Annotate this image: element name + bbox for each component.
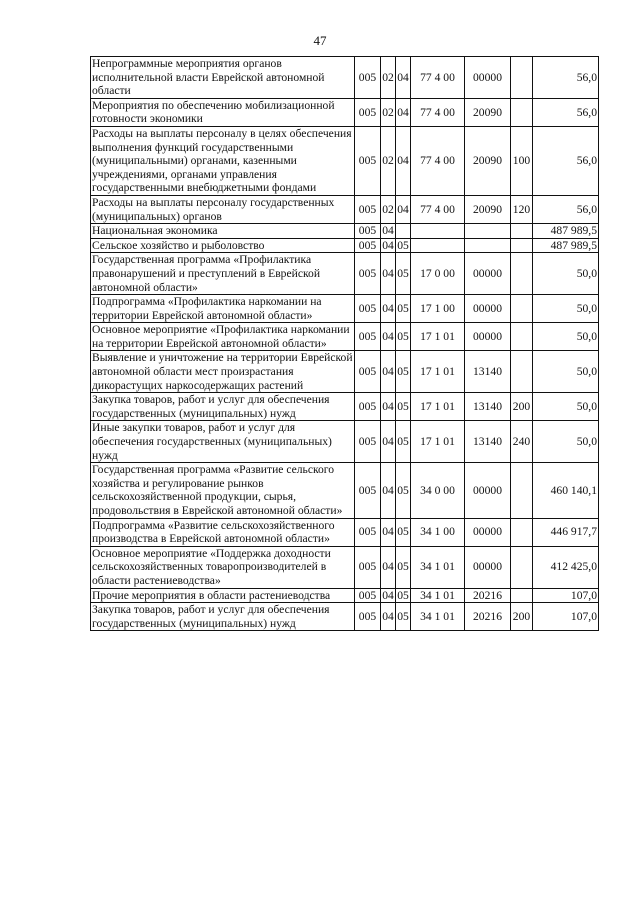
amount-cell: 50,0	[533, 351, 599, 393]
table-row	[91, 603, 599, 631]
direction-code-cell: 00000	[465, 323, 511, 351]
amount-cell: 412 425,0	[533, 546, 599, 588]
ministry-code-cell: 005	[355, 98, 381, 126]
ministry-code-cell: 005	[355, 238, 381, 253]
amount-cell: 487 989,5	[533, 224, 599, 239]
page-number: 47	[313, 33, 327, 48]
subsection-code-cell: 05	[396, 295, 411, 323]
target-article-cell: 17 1 01	[411, 351, 465, 393]
ministry-code-cell: 005	[355, 463, 381, 518]
section-code-cell: 04	[381, 518, 396, 546]
expense-type-cell	[511, 463, 533, 518]
amount-cell: 446 917,7	[533, 518, 599, 546]
section-code-cell: 04	[381, 393, 396, 421]
amount-cell: 50,0	[533, 253, 599, 295]
direction-code-cell: 13140	[465, 421, 511, 463]
target-article-cell: 34 1 01	[411, 603, 465, 631]
direction-code-cell: 20090	[465, 98, 511, 126]
ministry-code-cell: 005	[355, 546, 381, 588]
section-code-cell: 04	[381, 323, 396, 351]
ministry-code-cell: 005	[355, 603, 381, 631]
subsection-code-cell: 04	[396, 57, 411, 99]
ministry-code-cell: 005	[355, 57, 381, 99]
table-row	[91, 224, 599, 239]
table-row	[91, 98, 599, 126]
expense-type-cell	[511, 57, 533, 99]
amount-cell: 107,0	[533, 603, 599, 631]
direction-code-cell: 13140	[465, 351, 511, 393]
table-row	[91, 351, 599, 393]
subsection-code-cell: 04	[396, 126, 411, 195]
direction-code-cell: 20090	[465, 195, 511, 223]
expense-type-cell	[511, 295, 533, 323]
ministry-code-cell: 005	[355, 518, 381, 546]
target-article-cell: 34 1 00	[411, 518, 465, 546]
section-code-cell: 02	[381, 195, 396, 223]
amount-cell: 50,0	[533, 323, 599, 351]
target-article-cell: 34 1 01	[411, 588, 465, 603]
subsection-code-cell: 04	[396, 195, 411, 223]
row-name-cell: Расходы на выплаты персоналу государственных (муниципальных) органов	[91, 195, 355, 223]
expense-type-cell	[511, 546, 533, 588]
subsection-code-cell: 05	[396, 253, 411, 295]
expense-type-cell: 100	[511, 126, 533, 195]
row-name-cell: Национальная экономика	[91, 224, 355, 239]
section-code-cell: 04	[382, 238, 394, 252]
subsection-code-cell: 04	[396, 98, 411, 126]
table-row	[91, 57, 599, 99]
amount-cell: 56,0	[533, 57, 599, 99]
target-article-cell	[411, 238, 465, 253]
ministry-code-cell: 005	[355, 295, 381, 323]
row-name-cell: Основное мероприятие «Поддержка доходности сельскохозяйственных товаропроизводителей в области растениеводства»	[91, 546, 355, 588]
subsection-code-cell: 05	[397, 238, 409, 252]
ministry-code-cell: 005	[355, 224, 381, 239]
row-name-cell: Государственная программа «Профилактика правонарушений и преступлений в Еврейской автономной области»	[91, 253, 355, 295]
direction-code-cell	[465, 238, 511, 253]
expense-type-cell	[511, 224, 533, 239]
section-code-cell: 04	[382, 588, 394, 602]
ministry-code-cell: 005	[355, 393, 381, 421]
ministry-code-cell: 005	[355, 588, 381, 603]
expense-type-cell: 200	[511, 603, 533, 631]
row-name-cell: Мероприятия по обеспечению мобилизационной готовности экономики	[91, 98, 355, 126]
table-row	[91, 238, 599, 253]
expense-type-cell	[511, 351, 533, 393]
table-row	[91, 126, 599, 195]
target-article-cell: 17 1 01	[411, 393, 465, 421]
row-name-cell: Закупка товаров, работ и услуг для обеспечения государственных (муниципальных) нужд	[91, 393, 355, 421]
target-article-cell: 77 4 00	[411, 126, 465, 195]
ministry-code-cell: 005	[355, 421, 381, 463]
direction-code-cell: 00000	[465, 295, 511, 323]
direction-code-cell: 20090	[465, 126, 511, 195]
row-name-cell: Закупка товаров, работ и услуг для обеспечения государственных (муниципальных) нужд	[91, 603, 355, 631]
subsection-code-cell: 05	[396, 546, 411, 588]
direction-code-cell	[465, 224, 511, 239]
row-name-cell: Подпрограмма «Развитие сельскохозяйственного производства в Еврейской автономной области»	[91, 518, 355, 546]
amount-cell: 50,0	[533, 393, 599, 421]
expense-type-cell: 120	[511, 195, 533, 223]
amount-cell: 460 140,1	[533, 463, 599, 518]
subsection-code-cell: 05	[396, 421, 411, 463]
subsection-code-cell: 05	[396, 518, 411, 546]
subsection-code-cell: 05	[397, 588, 409, 602]
row-name-cell: Прочие мероприятия в области растениеводства	[91, 588, 355, 603]
subsection-code-cell: 05	[396, 323, 411, 351]
expense-type-cell	[511, 98, 533, 126]
amount-cell: 487 989,5	[533, 238, 599, 253]
subsection-code-cell: 05	[396, 351, 411, 393]
amount-cell: 56,0	[533, 98, 599, 126]
expense-type-cell	[511, 518, 533, 546]
row-name-cell: Сельское хозяйство и рыболовство	[91, 238, 355, 253]
section-code-cell: 04	[381, 295, 396, 323]
row-name-cell: Подпрограмма «Профилактика наркомании на территории Еврейской автономной области»	[91, 295, 355, 323]
target-article-cell: 17 0 00	[411, 253, 465, 295]
table-row	[91, 393, 599, 421]
direction-code-cell: 00000	[465, 253, 511, 295]
ministry-code-cell: 005	[355, 351, 381, 393]
row-name-cell: Расходы на выплаты персоналу в целях обеспечения выполнения функций государственными (муниципальными) органами, казенными учреждениями, органами управления государственными внебюджетными фондами	[91, 126, 355, 195]
ministry-code-cell: 005	[355, 126, 381, 195]
amount-cell: 56,0	[533, 126, 599, 195]
expense-type-cell	[511, 323, 533, 351]
amount-cell: 50,0	[533, 421, 599, 463]
direction-code-cell: 00000	[465, 546, 511, 588]
table-row	[91, 588, 599, 603]
target-article-cell	[411, 224, 465, 239]
subsection-code-cell: 05	[396, 463, 411, 518]
table-row	[91, 323, 599, 351]
row-name-cell: Иные закупки товаров, работ и услуг для обеспечения государственных (муниципальных) нужд	[91, 421, 355, 463]
target-article-cell: 77 4 00	[411, 195, 465, 223]
table-row	[91, 195, 599, 223]
expense-type-cell: 240	[511, 421, 533, 463]
expense-type-cell	[511, 253, 533, 295]
direction-code-cell: 20216	[465, 588, 511, 603]
target-article-cell: 17 1 01	[411, 323, 465, 351]
expense-type-cell	[511, 588, 533, 603]
section-code-cell: 04	[381, 463, 396, 518]
table-row	[91, 421, 599, 463]
target-article-cell: 77 4 00	[411, 57, 465, 99]
direction-code-cell: 13140	[465, 393, 511, 421]
budget-table	[90, 56, 599, 631]
section-code-cell: 04	[381, 546, 396, 588]
table-row	[91, 253, 599, 295]
subsection-code-cell	[396, 224, 411, 239]
target-article-cell: 34 0 00	[411, 463, 465, 518]
row-name-cell: Выявление и уничтожение на территории Еврейской автономной области мест произрастания дикорастущих наркосодержащих растений	[92, 351, 353, 392]
ministry-code-cell: 005	[355, 253, 381, 295]
section-code-cell: 04	[382, 224, 394, 238]
section-code-cell: 02	[381, 57, 396, 99]
table-row	[91, 463, 599, 518]
section-code-cell: 04	[381, 603, 396, 631]
target-article-cell: 77 4 00	[411, 98, 465, 126]
direction-code-cell: 00000	[465, 518, 511, 546]
ministry-code-cell: 005	[355, 195, 381, 223]
table-row	[91, 546, 599, 588]
direction-code-cell: 00000	[465, 463, 511, 518]
row-name-cell: Основное мероприятие «Профилактика наркомании на территории Еврейской автономной области»	[91, 323, 355, 351]
expense-type-cell: 200	[511, 393, 533, 421]
budget-table-body	[91, 57, 599, 631]
section-code-cell: 02	[381, 98, 396, 126]
expense-type-cell	[511, 238, 533, 253]
target-article-cell: 17 1 00	[411, 295, 465, 323]
target-article-cell: 34 1 01	[411, 546, 465, 588]
subsection-code-cell: 05	[396, 603, 411, 631]
amount-cell: 50,0	[533, 295, 599, 323]
section-code-cell: 04	[381, 253, 396, 295]
table-row	[91, 518, 599, 546]
section-code-cell: 02	[381, 126, 396, 195]
section-code-cell: 04	[381, 421, 396, 463]
row-name-cell: Непрограммные мероприятия органов исполнительной власти Еврейской автономной области	[91, 57, 355, 99]
amount-cell: 56,0	[533, 195, 599, 223]
ministry-code-cell: 005	[355, 323, 381, 351]
section-code-cell: 04	[381, 351, 396, 393]
row-name-cell: Государственная программа «Развитие сельского хозяйства и регулирование рынков сельскохозяйственной продукции, сырья, продовольствия в Еврейской автономной области»	[91, 463, 355, 518]
direction-code-cell: 20216	[465, 603, 511, 631]
target-article-cell: 17 1 01	[411, 421, 465, 463]
table-row	[91, 295, 599, 323]
direction-code-cell: 00000	[465, 57, 511, 99]
subsection-code-cell: 05	[396, 393, 411, 421]
amount-cell: 107,0	[533, 588, 599, 603]
